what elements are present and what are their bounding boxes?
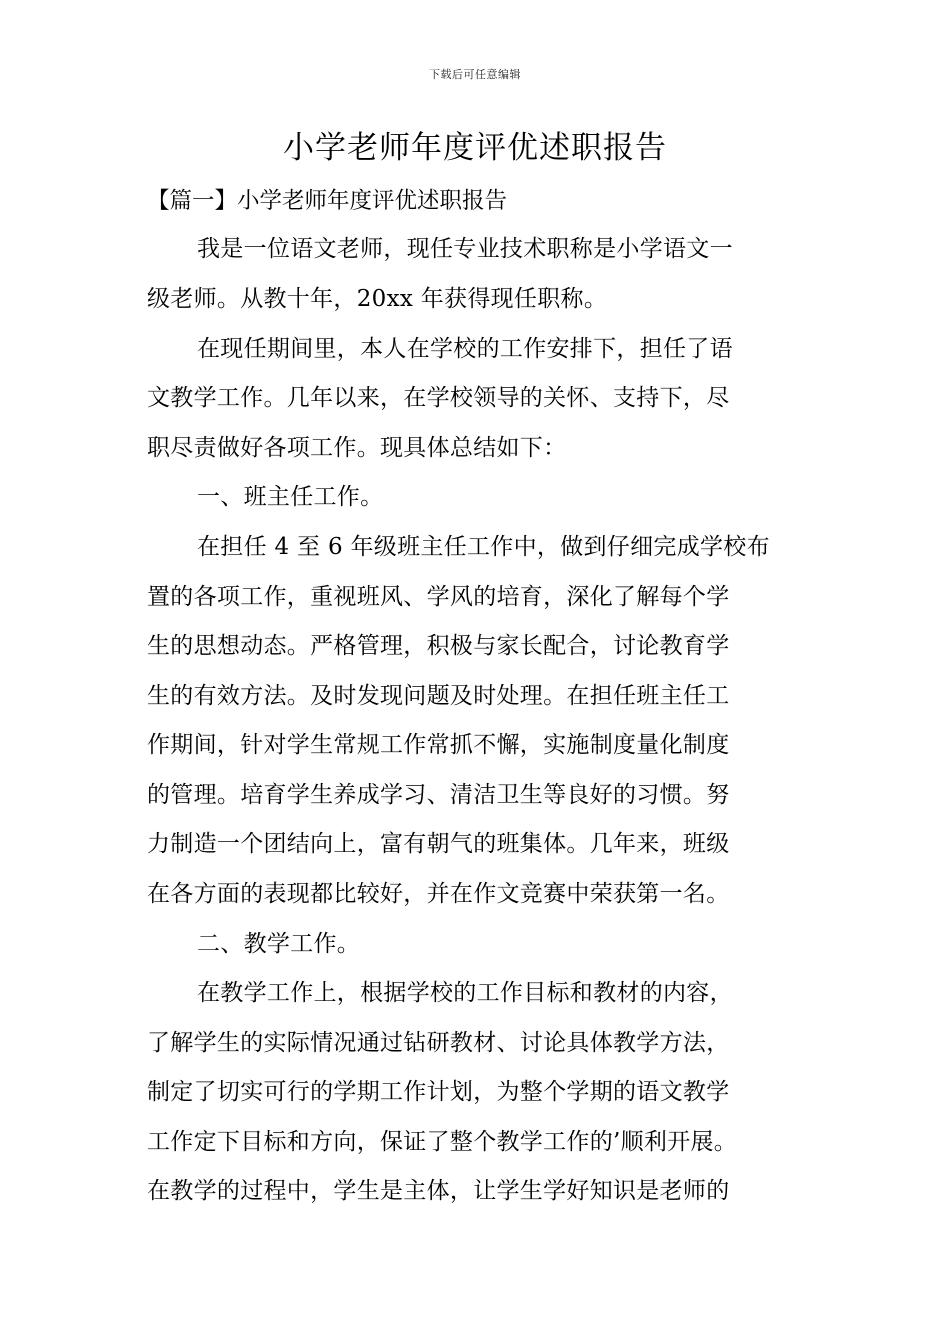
paragraph-line: 制定了切实可行的学期工作计划，为整个学期的语文教学 bbox=[147, 1079, 730, 1105]
paragraph-line: 在各方面的表现都比较好，并在作文竞赛中荣获第一名。 bbox=[147, 881, 730, 907]
section-heading: 【篇一】小学老师年度评优述职报告 bbox=[147, 188, 508, 214]
header-note: 下载后可任意编辑 bbox=[429, 68, 521, 81]
paragraph-line: 的管理。培育学生养成学习、清洁卫生等良好的习惯。努 bbox=[147, 782, 730, 808]
paragraph-line: 在担任 4 至 6 年级班主任工作中，做到仔细完成学校布 bbox=[197, 534, 770, 560]
paragraph-line: 文教学工作。几年以来，在学校领导的关怀、支持下，尽 bbox=[147, 385, 730, 411]
paragraph-line: 我是一位语文老师，现任专业技术职称是小学语文一 bbox=[197, 236, 733, 262]
paragraph-line: 在现任期间里，本人在学校的工作安排下，担任了语 bbox=[197, 336, 733, 362]
subsection-heading: 一、班主任工作。 bbox=[197, 484, 384, 510]
subsection-heading: 二、教学工作。 bbox=[197, 931, 361, 957]
paragraph-line: 级老师。从教十年，20xx 年获得现任职称。 bbox=[147, 286, 608, 312]
paragraph-line: 生的有效方法。及时发现问题及时处理。在担任班主任工 bbox=[147, 683, 730, 709]
document-title: 小学老师年度评优述职报告 bbox=[283, 130, 667, 166]
paragraph-line: 力制造一个团结向上，富有朝气的班集体。几年来，班级 bbox=[147, 831, 730, 857]
paragraph-line: 职尽责做好各项工作。现具体总结如下： bbox=[147, 435, 567, 461]
paragraph-line: 生的思想动态。严格管理，积极与家长配合，讨论教育学 bbox=[147, 633, 730, 659]
paragraph-line: 了解学生的实际情况通过钻研教材、讨论具体教学方法， bbox=[147, 1030, 730, 1056]
paragraph-line: 作期间，针对学生常规工作常抓不懈，实施制度量化制度 bbox=[147, 732, 730, 758]
paragraph-line: 在教学工作上，根据学校的工作目标和教材的内容， bbox=[197, 980, 733, 1006]
paragraph-line: 在教学的过程中，学生是主体，让学生学好知识是老师的 bbox=[147, 1178, 730, 1204]
paragraph-line: 工作定下目标和方向，保证了整个教学工作的’顺利开展。 bbox=[147, 1129, 738, 1155]
paragraph-line: 置的各项工作，重视班风、学风的培育，深化了解每个学 bbox=[147, 584, 730, 610]
